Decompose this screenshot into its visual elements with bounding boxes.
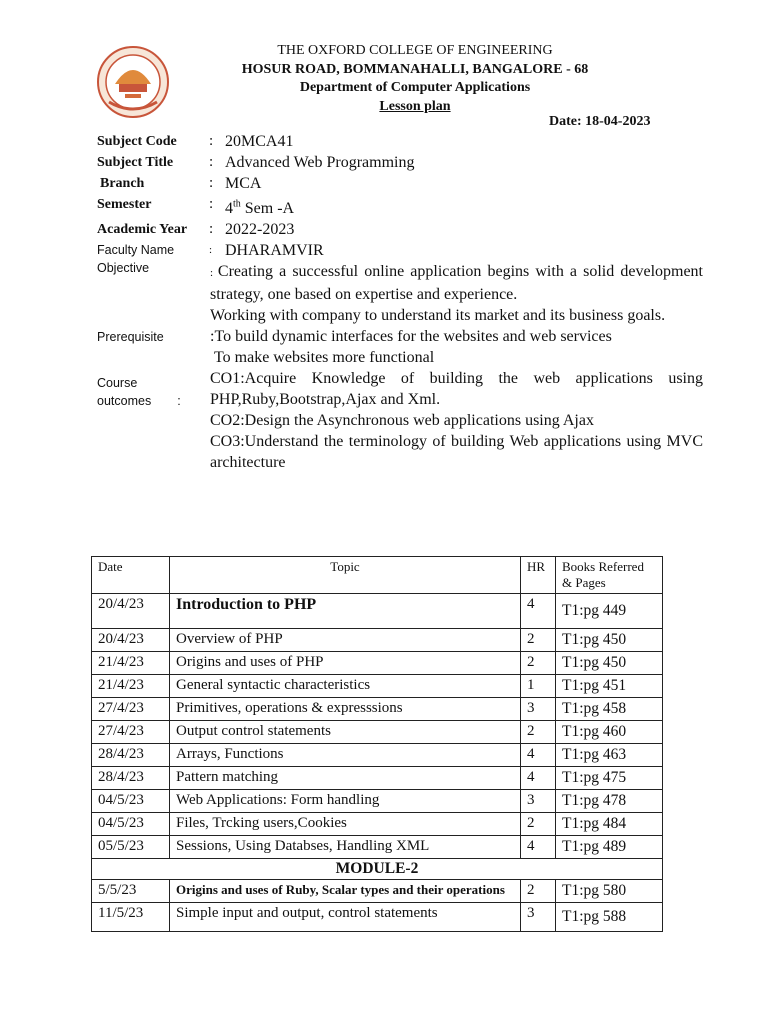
table-row bbox=[92, 629, 663, 652]
table-row bbox=[92, 880, 663, 903]
row-books: T1:pg 588 bbox=[556, 903, 663, 932]
subject-title-label: Subject Title bbox=[97, 155, 174, 170]
row-books: T1:pg 451 bbox=[556, 675, 663, 698]
course-outcomes-block bbox=[97, 368, 703, 473]
row-hr: 4 bbox=[521, 767, 556, 790]
table-row bbox=[92, 744, 663, 767]
faculty-row: Faculty Name : DHARAMVIR bbox=[97, 242, 324, 260]
prerequisite-block bbox=[97, 326, 703, 368]
row-hr: 2 bbox=[521, 721, 556, 744]
row-books: T1:pg 460 bbox=[556, 721, 663, 744]
module-2-heading: MODULE-2 bbox=[92, 859, 663, 880]
college-address: HOSUR ROAD, BOMMANAHALLI, BANGALORE - 68 bbox=[241, 62, 589, 77]
row-books: T1:pg 458 bbox=[556, 698, 663, 721]
course-outcomes-label: Course outcomes : bbox=[97, 376, 181, 409]
co3-text: CO3:Understand the terminology of building Web applications using MVC architecture bbox=[210, 433, 703, 472]
row-hr: 4 bbox=[521, 836, 556, 859]
branch-value: MCA bbox=[225, 175, 262, 192]
row-topic: Origins and uses of PHP bbox=[170, 652, 521, 675]
document-title: Lesson plan bbox=[379, 99, 451, 114]
table-row bbox=[92, 790, 663, 813]
table-row bbox=[92, 903, 663, 932]
hr-header: HR bbox=[521, 557, 556, 594]
lesson-schedule-table bbox=[91, 556, 663, 932]
subject-title-value: Advanced Web Programming bbox=[225, 154, 415, 171]
row-hr: 2 bbox=[521, 880, 556, 903]
row-date: 04/5/23 bbox=[92, 790, 170, 813]
academic-year-label: Academic Year bbox=[97, 222, 188, 238]
books-header: Books Referred & Pages bbox=[556, 557, 663, 594]
co1-text: CO1:Acquire Knowledge of building the web applications using PHP,Ruby,Bootstrap,Ajax and Xml. bbox=[210, 370, 703, 409]
row-topic: General syntactic characteristics bbox=[170, 675, 521, 698]
branch-label: Branch bbox=[100, 176, 145, 191]
prerequisite-label: Prerequisite bbox=[97, 330, 164, 345]
row-topic: Simple input and output, control statements bbox=[170, 903, 521, 932]
row-hr: 2 bbox=[521, 813, 556, 836]
row-date: 21/4/23 bbox=[92, 652, 170, 675]
academic-year-row: Academic Year : 2022-2023 bbox=[97, 221, 295, 239]
faculty-value: DHARAMVIR bbox=[225, 242, 324, 260]
course-info bbox=[97, 131, 703, 473]
objective-label: Objective bbox=[97, 261, 150, 276]
subject-code-row: Subject Code : 20MCA41 bbox=[97, 133, 294, 150]
row-topic: Sessions, Using Databses, Handling XML bbox=[170, 836, 521, 859]
row-topic: Web Applications: Form handling bbox=[170, 790, 521, 813]
row-topic: Introduction to PHP bbox=[170, 594, 521, 629]
row-date: 5/5/23 bbox=[92, 880, 170, 903]
department-name: Department of Computer Applications bbox=[299, 80, 531, 95]
row-books: T1:pg 478 bbox=[556, 790, 663, 813]
table-row bbox=[92, 721, 663, 744]
row-books: T1:pg 450 bbox=[556, 652, 663, 675]
row-date: 05/5/23 bbox=[92, 836, 170, 859]
objective-text-2: Working with company to understand its market and its business goals. bbox=[210, 307, 666, 325]
date-header: Date bbox=[92, 557, 170, 594]
prerequisite-text-2: To make websites more functional bbox=[214, 349, 435, 367]
row-topic: Output control statements bbox=[170, 721, 521, 744]
academic-year-value: 2022-2023 bbox=[225, 221, 295, 239]
row-date: 28/4/23 bbox=[92, 767, 170, 790]
row-books: T1:pg 484 bbox=[556, 813, 663, 836]
subject-code-label: Subject Code bbox=[97, 134, 177, 149]
row-date: 11/5/23 bbox=[92, 903, 170, 932]
table-row bbox=[92, 767, 663, 790]
row-hr: 4 bbox=[521, 594, 556, 629]
row-date: 21/4/23 bbox=[92, 675, 170, 698]
table-row bbox=[92, 698, 663, 721]
row-books: T1:pg 449 bbox=[556, 594, 663, 629]
subject-title-row: Subject Title : Advanced Web Programming bbox=[97, 154, 415, 171]
row-date: 20/4/23 bbox=[92, 629, 170, 652]
row-hr: 4 bbox=[521, 744, 556, 767]
objective-text-1: : Creating a successful online application begins with a solid development strategy, one based on expertise and experience. bbox=[210, 263, 704, 304]
topic-header: Topic bbox=[170, 557, 521, 594]
row-hr: 3 bbox=[521, 903, 556, 932]
table-row bbox=[92, 813, 663, 836]
faculty-label: Faculty Name bbox=[97, 243, 175, 258]
plan-date: Date: 18-04-2023 bbox=[549, 114, 651, 129]
table-row bbox=[92, 836, 663, 859]
branch-row: Branch : MCA bbox=[100, 175, 262, 192]
row-books: T1:pg 463 bbox=[556, 744, 663, 767]
row-date: 04/5/23 bbox=[92, 813, 170, 836]
row-books: T1:pg 489 bbox=[556, 836, 663, 859]
table-row bbox=[92, 675, 663, 698]
semester-label: Semester bbox=[97, 197, 152, 212]
semester-row: Semester : 4th Sem -A bbox=[97, 196, 295, 218]
row-topic: Pattern matching bbox=[170, 767, 521, 790]
semester-value: 4th Sem -A bbox=[225, 199, 295, 218]
row-date: 27/4/23 bbox=[92, 698, 170, 721]
table-row bbox=[92, 652, 663, 675]
co2-text: CO2:Design the Asynchronous web applications using Ajax bbox=[210, 412, 594, 430]
table-header-row bbox=[92, 557, 663, 594]
row-topic: Origins and uses of Ruby, Scalar types and their operations bbox=[170, 880, 521, 903]
subject-code-value: 20MCA41 bbox=[225, 133, 294, 150]
row-books: T1:pg 580 bbox=[556, 880, 663, 903]
row-date: 20/4/23 bbox=[92, 594, 170, 629]
college-name: THE OXFORD COLLEGE OF ENGINEERING bbox=[277, 43, 553, 58]
row-books: T1:pg 475 bbox=[556, 767, 663, 790]
prerequisite-text-1: :To build dynamic interfaces for the websites and web services bbox=[210, 328, 612, 346]
row-date: 27/4/23 bbox=[92, 721, 170, 744]
row-topic: Arrays, Functions bbox=[170, 744, 521, 767]
row-date: 28/4/23 bbox=[92, 744, 170, 767]
row-hr: 3 bbox=[521, 790, 556, 813]
row-books: T1:pg 450 bbox=[556, 629, 663, 652]
row-topic: Files, Trcking users,Cookies bbox=[170, 813, 521, 836]
row-hr: 2 bbox=[521, 652, 556, 675]
row-hr: 3 bbox=[521, 698, 556, 721]
row-hr: 2 bbox=[521, 629, 556, 652]
row-hr: 1 bbox=[521, 675, 556, 698]
objective-block bbox=[97, 261, 703, 326]
table-row bbox=[92, 594, 663, 629]
row-topic: Overview of PHP bbox=[170, 629, 521, 652]
module-divider-row bbox=[92, 859, 663, 880]
row-topic: Primitives, operations & expresssions bbox=[170, 698, 521, 721]
